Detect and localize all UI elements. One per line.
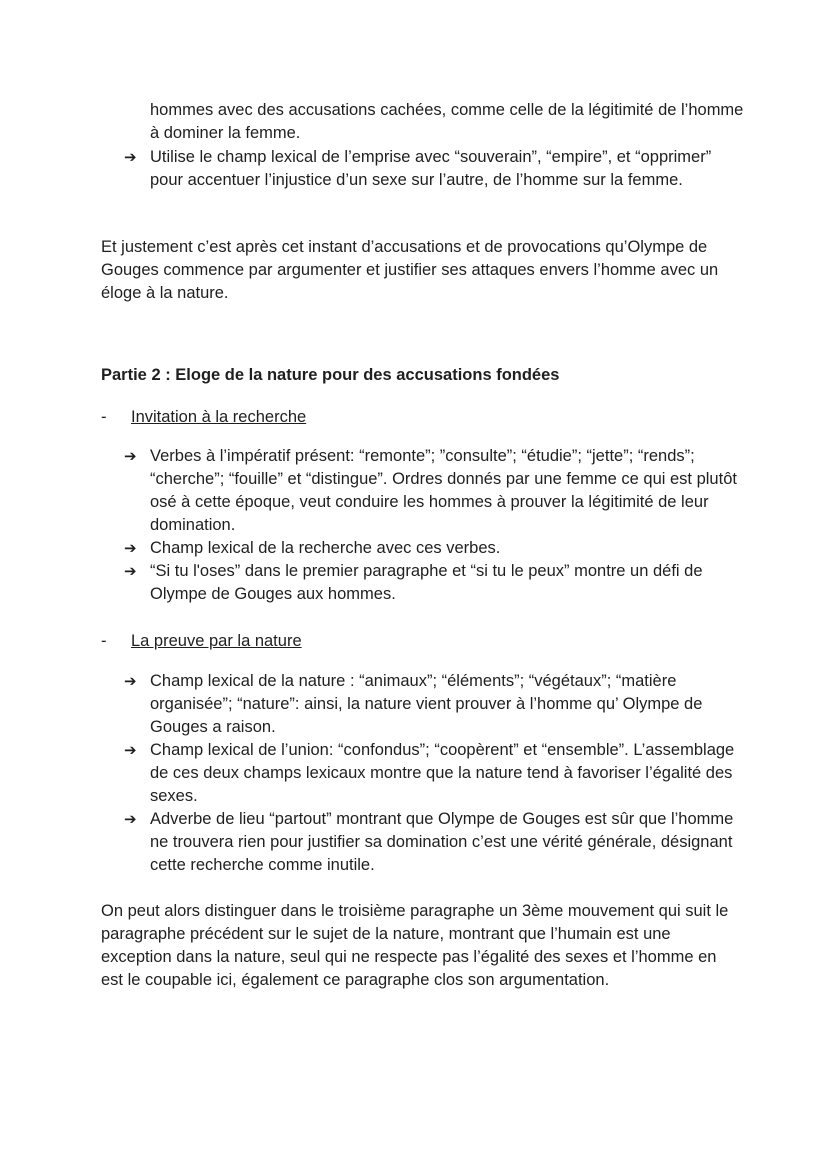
list-item: ➔ Adverbe de lieu “partout” montrant que Olympe de Gouges est sûr que l’homme ne trouvera rien pour justifier sa domination c’est une vérité générale, désignant cette recherche comme inutile. xyxy=(124,810,734,874)
section-title: Partie 2 : Eloge de la nature pour des accusations fondées xyxy=(101,366,560,384)
arrow-icon: ➔ xyxy=(124,562,137,580)
carry-over-text: hommes avec des accusations cachées, comme celle de la légitimité de l’homme à dominer la femme. xyxy=(150,101,744,142)
subsection-heading: - Invitation à la recherche xyxy=(101,408,307,426)
bullet-list-research xyxy=(124,445,744,606)
list-item: ➔ “Si tu l'oses” dans le premier paragraphe et “si tu le peux” montre un défi de Olympe de Gouges aux hommes. xyxy=(124,562,703,603)
top-bullet-list xyxy=(124,146,744,192)
paragraph-intro: Et justement c’est après cet instant d’accusations et de provocations qu’Olympe de Gouges commence par argumenter et justifier ses attaques envers l’homme avec un éloge à la nature. xyxy=(101,238,719,302)
arrow-icon: ➔ xyxy=(124,447,137,465)
list-item: ➔ Verbes à l’impératif présent: “remonte”; ”consulte”; “étudie”; “jette”; “rends”; “cherche”; “fouille” et “distingue”. Ordres donnés par une femme ce qui est plutôt osé à cette époque, veut conduire les hommes à prouver la légitimité de leur domination. xyxy=(124,447,737,534)
list-item: ➔ Champ lexical de la nature : “animaux”; “éléments”; “végétaux”; “matière organisée”; “nature”: ainsi, la nature vient prouver à l’homme qu’ Olympe de Gouges a raison. xyxy=(124,672,703,736)
arrow-icon: ➔ xyxy=(124,741,137,759)
arrow-icon: ➔ xyxy=(124,672,137,690)
arrow-icon: ➔ xyxy=(124,539,137,557)
paragraph-conclusion: On peut alors distinguer dans le troisième paragraphe un 3ème mouvement qui suit le paragraphe précédent sur le sujet de la nature, montrant que l’humain est une exception dans la nature, seul qui ne respecte pas l’égalité des sexes et l’homme en est le coupable ici, également ce paragraphe clos son argumentation. xyxy=(101,902,729,989)
subsection-heading: - La preuve par la nature xyxy=(101,632,302,650)
arrow-icon: ➔ xyxy=(124,148,137,166)
bullet-list-nature xyxy=(124,670,744,877)
list-item: ➔ Champ lexical de la recherche avec ces verbes. xyxy=(124,537,744,560)
list-item: ➔ Utilise le champ lexical de l’emprise avec “souverain”, “empire”, et “opprimer” pour accentuer l’injustice d’un sexe sur l’autre, de l’homme sur la femme. xyxy=(124,148,712,189)
list-item: ➔ Champ lexical de l’union: “confondus”; “coopèrent” et “ensemble”. L’assemblage de ces deux champs lexicaux montre que la nature tend à favoriser l’égalité des sexes. xyxy=(124,741,735,805)
arrow-icon: ➔ xyxy=(124,810,137,828)
